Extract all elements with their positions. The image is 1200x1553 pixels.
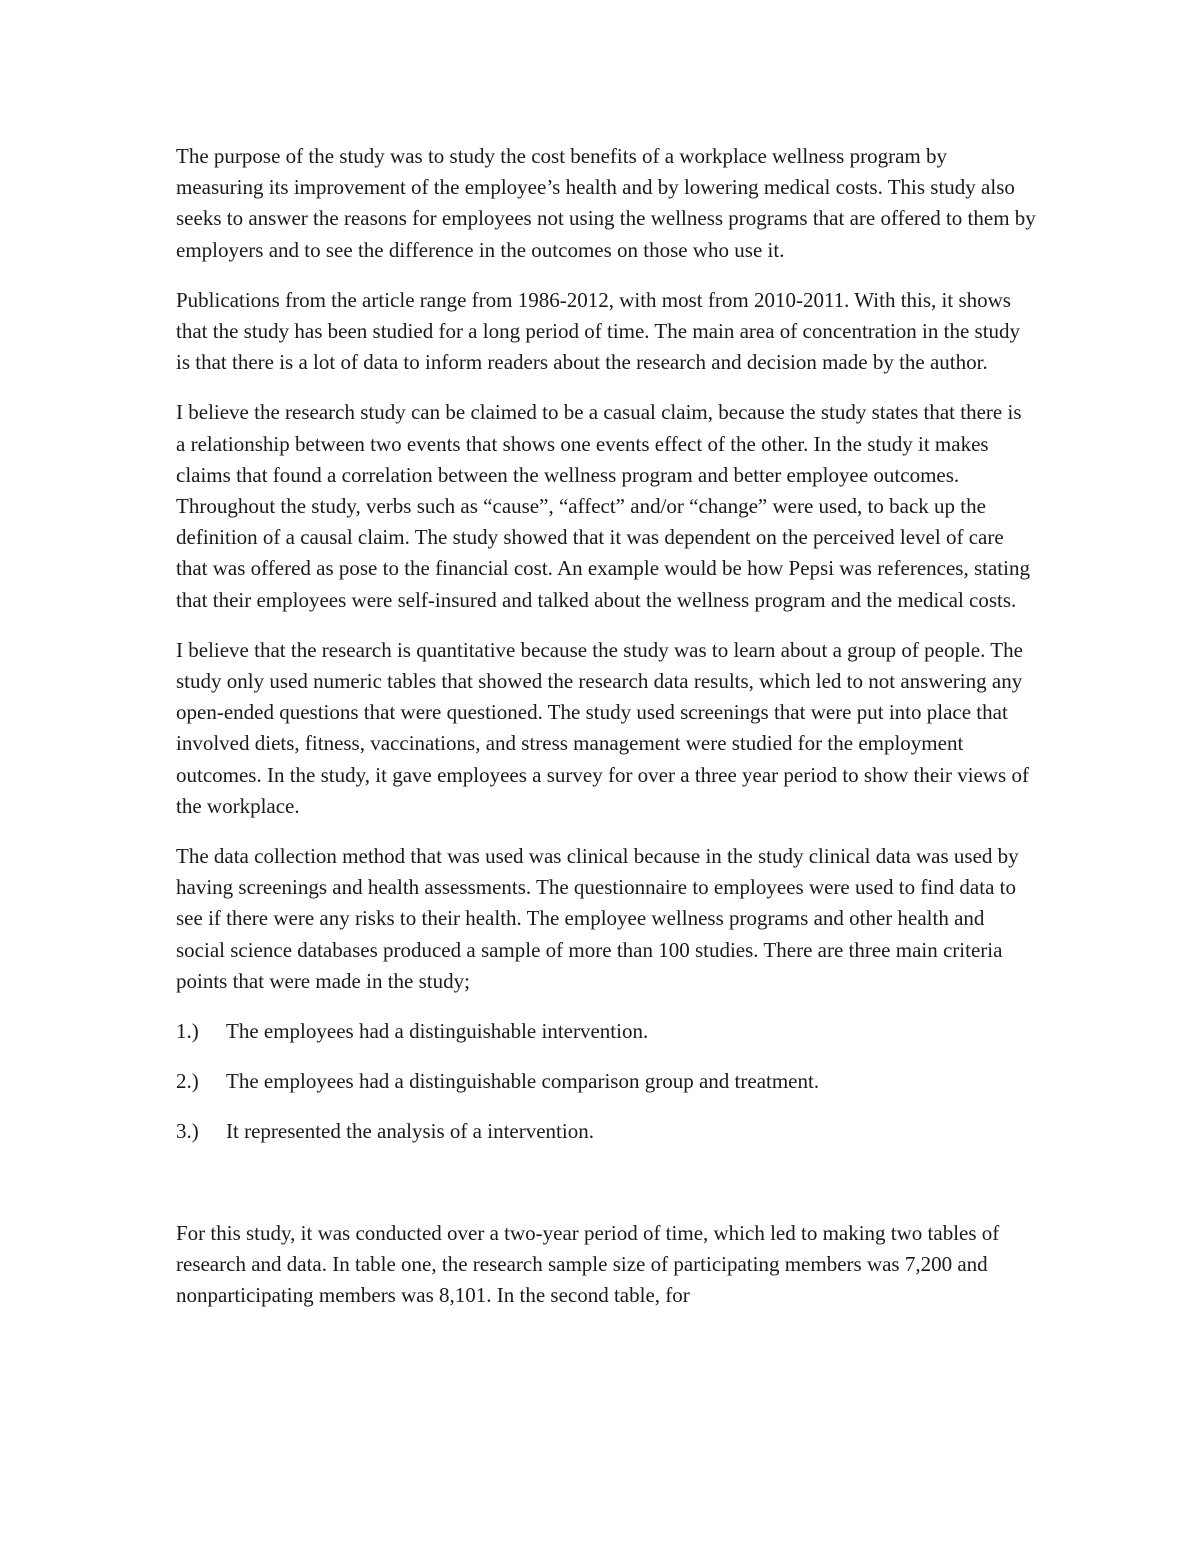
paragraph-quantitative: I believe that the research is quantitative because the study was to learn about a group of people. The study only used numeric tables that showed the research data results, which led to not answering any open-ended questions that were questioned. The study used screenings that were put into place that involved diets, fitness, vaccinations, and stress management were studied for the employment outcomes. In the study, it gave employees a survey for over a three year period to show their views of the workplace.	[176, 637, 1029, 818]
paragraph-purpose: The purpose of the study was to study the cost benefits of a workplace wellness program by measuring its improvement of the employee’s health and by lowering medical costs. This study also seeks to answer the reasons for employees not using the wellness programs that are offered to them by employers and to see the difference in the outcomes on those who use it.	[176, 144, 1036, 262]
list-text: The employees had a distinguishable comparison group and treatment.	[226, 1069, 820, 1094]
list-text: The employees had a distinguishable intervention.	[226, 1019, 649, 1044]
document-body	[176, 141, 1036, 1330]
paragraph-causal-claim: I believe the research study can be claimed to be a casual claim, because the study states that there is a relationship between two events that shows one events effect of the other. In the study it makes claims that found a correlation between the wellness program and better employee outcomes. Throughout the study, verbs such as “cause”, “affect” and/or “change” were used, to back up the definition of a causal claim. The study showed that it was dependent on the perceived level of care that was offered as pose to the financial cost. An example would be how Pepsi was references, stating that their employees were self-insured and talked about the wellness program and the medical costs.	[176, 400, 1030, 612]
list-item	[176, 1066, 1036, 1097]
list-number: 1.)	[176, 1019, 199, 1044]
list-item	[176, 1116, 1036, 1147]
paragraph-study-tables: For this study, it was conducted over a two-year period of time, which led to making two tables of research and data. In table one, the research sample size of participating members was 7,200 and nonparticipating members was 8,101. In the second table, for	[176, 1220, 1000, 1308]
list-number: 3.)	[176, 1119, 199, 1144]
paragraph-publications: Publications from the article range from 1986-2012, with most from 2010-2011. With this, it shows that the study has been studied for a long period of time. The main area of concentration in the study is that there is a lot of data to inform readers about the research and decision made by the author.	[176, 287, 1021, 375]
list-number: 2.)	[176, 1069, 199, 1094]
list-item	[176, 1016, 1036, 1047]
list-text: It represented the analysis of a intervention.	[226, 1119, 594, 1144]
paragraph-data-collection: The data collection method that was used was clinical because in the study clinical data was used by having screenings and health assessments. The questionnaire to employees were used to find data to see if there were any risks to their health. The employee wellness programs and other health and social science databases produced a sample of more than 100 studies. There are three main criteria points that were made in the study;	[176, 844, 1019, 993]
blank-line	[176, 1167, 1036, 1218]
